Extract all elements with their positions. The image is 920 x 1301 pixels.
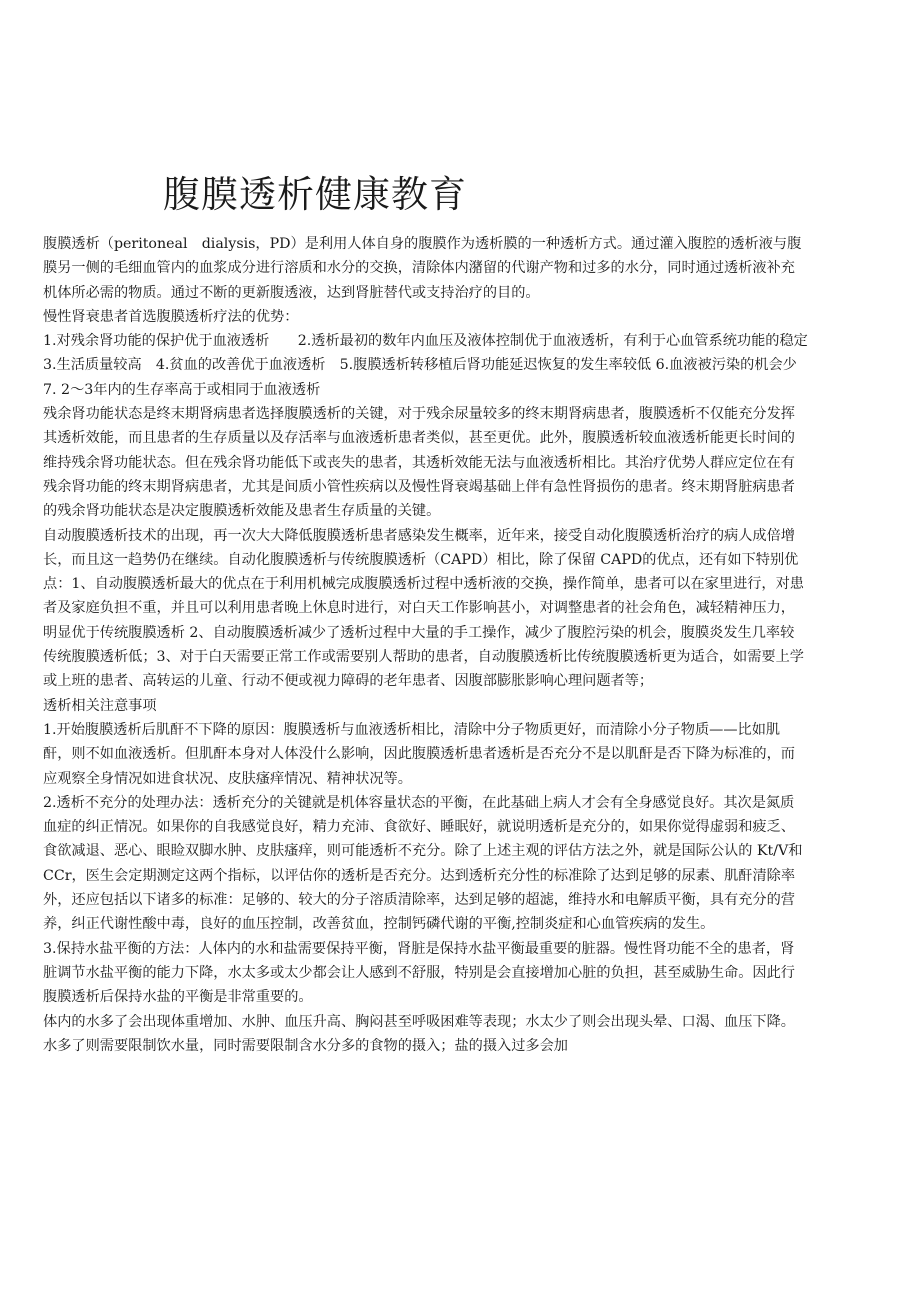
paragraph-water-intake: 体内的水多了会出现体重增加、水肿、血压升高、胸闷甚至呼吸困难等表现；水太少了则会出现头晕、口渴、血压下降。水多了则需要限制饮水量，同时需要限制含水分多的食物的摄入；盐的摄入过多会加 bbox=[43, 1013, 795, 1054]
document-body bbox=[43, 232, 817, 1058]
paragraph-water-salt-balance: 3.保持水盐平衡的方法：人体内的水和盐需要保持平衡，肾脏是保持水盐平衡最重要的脏器。慢性肾功能不全的患者，肾脏调节水盐平衡的能力下降，水太多或太少都会让人感到不舒服，特别是会直接增加心脏的负担，甚至威胁生命。因此行腹膜透析后保持水盐的平衡是非常重要的。 bbox=[43, 940, 795, 1006]
paragraph-advantages-heading: 慢性肾衰患者首选腹膜透析疗法的优势： bbox=[43, 308, 299, 325]
document-title: 腹膜透析健康教育 bbox=[163, 173, 467, 216]
paragraph-inadequate-dialysis: 2.透析不充分的处理办法：透析充分的关键就是机体容量状态的平衡，在此基础上病人才会有全身感觉良好。其次是氮质血症的纠正情况。如果你的自我感觉良好，精力充沛、食欲好、睡眠好，就说明透析是充分的，如果你觉得虚弱和疲乏、食欲减退、恶心、眼睑双脚水肿、皮肤瘙痒，则可能透析不充分。除了上述主观的评估方法之外，就是国际公认的 Kt/V和 CCr，医生会定期测定这两个指标，以评估你的透析是否充分。达到透析充分性的标准除了达到足够的尿素、肌酐清除率外，还应包括以下诸多的标准：足够的、较大的分子溶质清除率，达到足够的超滤，维持水和电解质平衡，具有充分的营养，纠正代谢性酸中毒，良好的血压控制，改善贫血，控制钙磷代谢的平衡,控制炎症和心血管疾病的发生。 bbox=[43, 794, 817, 933]
section-heading-precautions: 透析相关注意事项 bbox=[43, 697, 157, 714]
paragraph-automated-pd: 自动腹膜透析技术的出现，再一次大大降低腹膜透析患者感染发生概率，近年来，接受自动化腹膜透析治疗的病人成倍增长，而且这一趋势仍在继续。自动化腹膜透析与传统腹膜透析（CAPD）相比，除了保留 CAPD的优点，还有如下特别优点：1、自动腹膜透析最大的优点在于利用机械完成腹膜透析过程中透析液的交换，操作简单，患者可以在家里进行，对患者及家庭负担不重，并且可以利用患者晚上休息时进行，对白天工作影响甚小，对调整患者的社会角色，减轻精神压力，明显优于传统腹膜透析 2、自动腹膜透析减少了透析过程中大量的手工操作，减少了腹腔污染的机会，腹膜炎发生几率较传统腹膜透析低；3、对于白天需要正常工作或需要别人帮助的患者，自动腹膜透析比传统腹膜透析更为适合，如需要上学或上班的患者、高转运的儿童、行动不便或视力障碍的老年患者、因腹部膨胀影响心理问题者等； bbox=[43, 527, 804, 690]
paragraph-creatinine: 1.开始腹膜透析后肌酐不下降的原因：腹膜透析与血液透析相比，清除中分子物质更好，而清除小分子物质——比如肌酐，则不如血液透析。但肌酐本身对人体没什么影响，因此腹膜透析患者透析是否充分不是以肌酐是否下降为标准的，而应观察全身情况如进食状况、皮肤瘙痒情况、精神状况等。 bbox=[43, 721, 795, 787]
paragraph-residual-renal-function: 残余肾功能状态是终末期肾病患者选择腹膜透析的关键，对于残余尿量较多的终末期肾病患者，腹膜透析不仅能充分发挥其透析效能，而且患者的生存质量以及存活率与血液透析患者类似，甚至更优。此外，腹膜透析较血液透析能更长时间的维持残余肾功能状态。但在残余肾功能低下或丧失的患者，其透析效能无法与血液透析相比。其治疗优势人群应定位在有残余肾功能的终末期肾病患者，尤其是间质小管性疾病以及慢性肾衰竭基础上伴有急性肾损伤的患者。终末期肾脏病患者的残余肾功能状态是决定腹膜透析效能及患者生存质量的关键。 bbox=[43, 406, 795, 520]
paragraph-advantages-list: 1.对残余肾功能的保护优于血液透析 2.透析最初的数年内血压及液体控制优于血液透析，有利于心血管系统功能的稳定 3.生活质量较高 4.贫血的改善优于血液透析 5.腹膜透析转移植后肾功能延迟恢复的发生率较低 6.血液被污染的机会少 7. 2～3年内的生存率高于或相同于血液透析 bbox=[43, 333, 813, 398]
paragraph-intro: 腹膜透析（peritoneal dialysis，PD）是利用人体自身的腹膜作为透析膜的一种透析方式。通过灌入腹腔的透析液与腹膜另一侧的毛细血管内的血浆成分进行溶质和水分的交换，清除体内潴留的代谢产物和过多的水分，同时通过透析液补充机体所必需的物质。通过不断的更新腹透液，达到肾脏替代或支持治疗的目的。 bbox=[43, 236, 802, 301]
